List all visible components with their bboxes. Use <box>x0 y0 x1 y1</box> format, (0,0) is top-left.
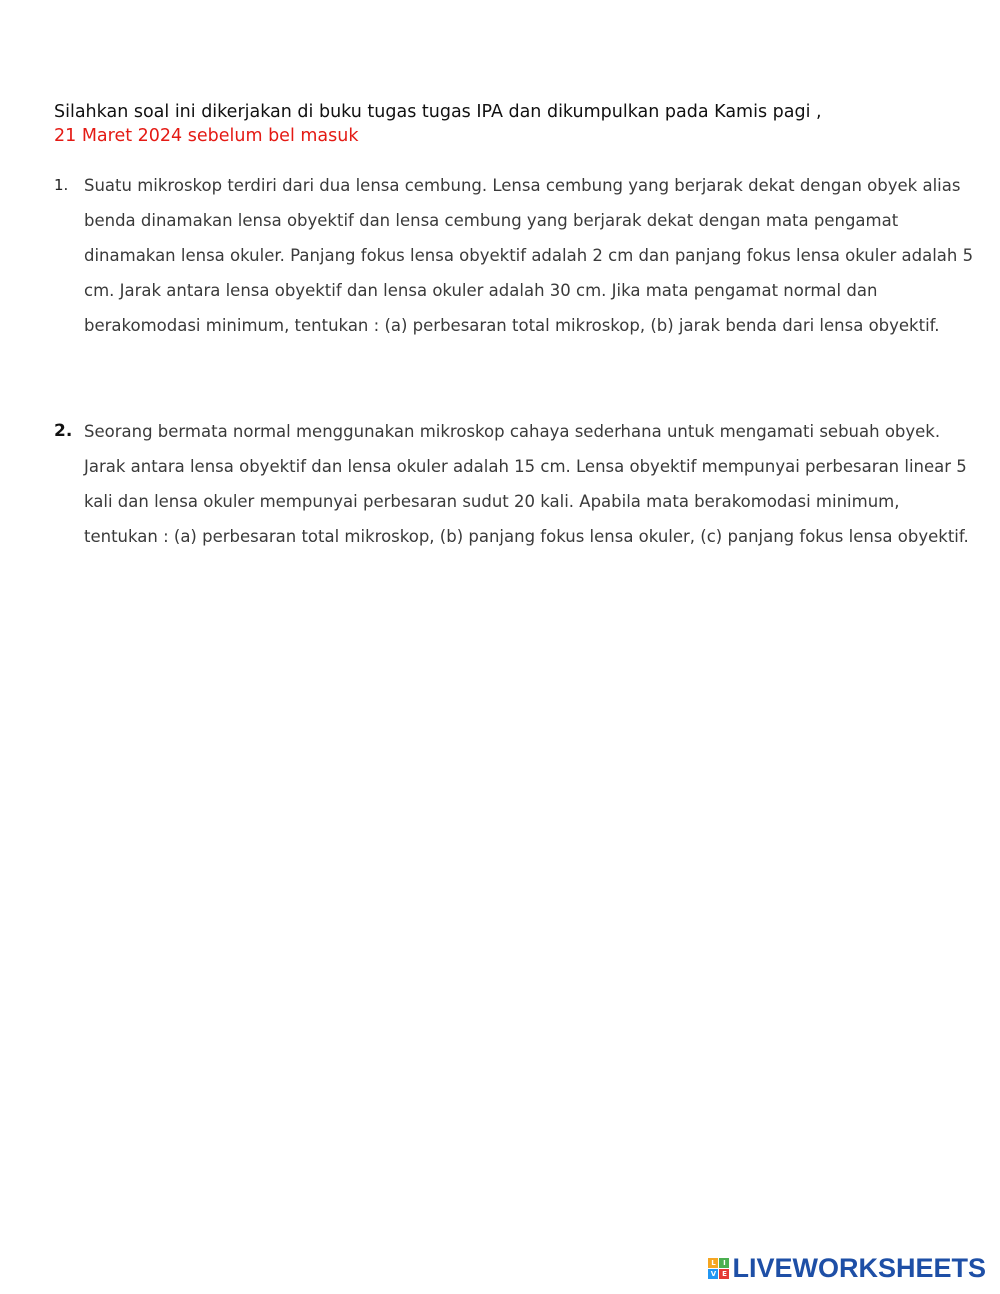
question-number: 2. <box>54 421 73 441</box>
instructions-line: Silahkan soal ini dikerjakan di buku tugas tugas IPA dan dikumpulkan pada Kamis pagi , <box>54 102 822 122</box>
question-number: 1. <box>54 176 69 194</box>
instructions-header <box>54 100 954 148</box>
logo-mark-tile: E <box>719 1269 729 1279</box>
question-2 <box>54 414 974 554</box>
liveworksheets-logo-icon <box>708 1258 729 1279</box>
liveworksheets-logo <box>708 1252 986 1284</box>
logo-text: LIVEWORKSHEETS <box>732 1252 986 1283</box>
question-1 <box>54 168 974 343</box>
deadline-line: 21 Maret 2024 sebelum bel masuk <box>54 126 359 146</box>
logo-mark-tile: I <box>719 1258 729 1268</box>
logo-mark-tile: V <box>708 1269 718 1279</box>
logo-mark-tile: L <box>708 1258 718 1268</box>
question-text: Seorang bermata normal menggunakan mikroskop cahaya sederhana untuk mengamati sebuah obyek. Jarak antara lensa obyektif dan lensa okuler adalah 15 cm. Lensa obyektif mempunyai perbesaran linear 5 kali dan lensa okuler mempunyai perbesaran sudut 20 kali. Apabila mata berakomodasi minimum, tentukan : (a) perbesaran total mikroskop, (b) panjang fokus lensa okuler, (c) panjang fokus lensa obyektif. <box>84 422 969 546</box>
question-text: Suatu mikroskop terdiri dari dua lensa cembung. Lensa cembung yang berjarak dekat dengan obyek alias benda dinamakan lensa obyektif dan lensa cembung yang berjarak dekat dengan mata pengamat dinamakan lensa okuler. Panjang fokus lensa obyektif adalah 2 cm dan panjang fokus lensa okuler adalah 5 cm. Jarak antara lensa obyektif dan lensa okuler adalah 30 cm. Jika mata pengamat normal dan berakomodasi minimum, tentukan : (a) perbesaran total mikroskop, (b) jarak benda dari lensa obyektif. <box>84 176 974 335</box>
